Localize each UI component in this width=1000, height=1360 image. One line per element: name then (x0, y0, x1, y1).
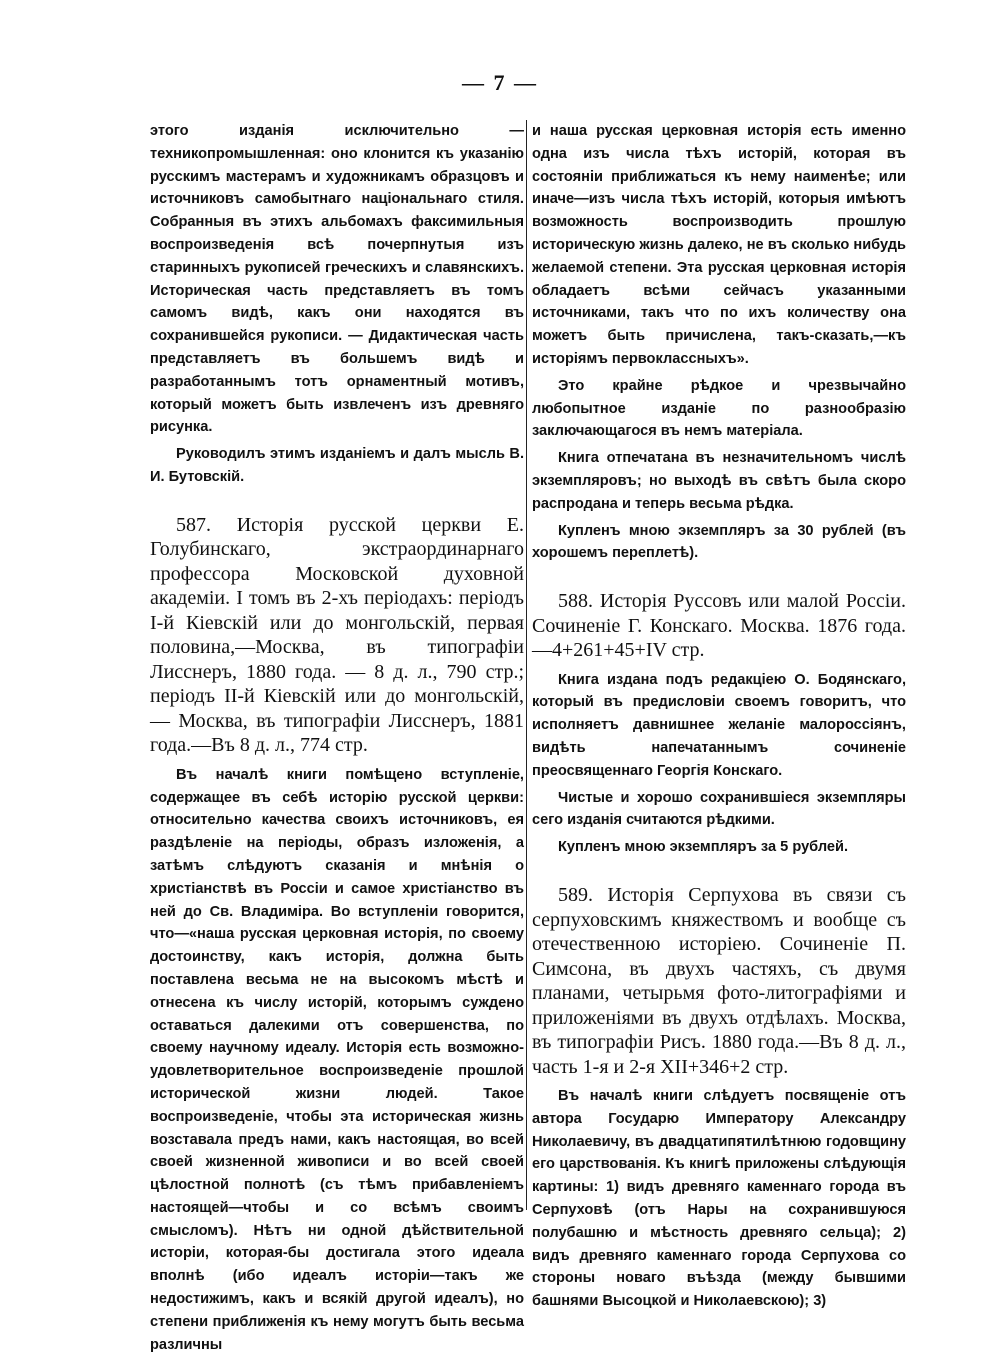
entry-588-description: Книга издана подъ редакціею О. Бодянскаго, который въ предисловіи своемъ говоритъ, что исполняетъ давнишнее желаніе малороссіянъ, видѣть напечатаннымъ сочиненіе преосвященнаго Георгія Конскаго. (532, 671, 906, 779)
entry-588-rarity: Чистые и хорошо сохранившіеся экземпляры сего изданія считаются рѣдкими. (532, 789, 906, 829)
entry-587-heading (150, 513, 524, 758)
entry-587-title: Исторія русской церкви Е. Голубинскаго, экстраординарнаго профессора Московской духовной академіи. I томъ въ 2-хъ періодахъ: періодъ I-й Кіевскій или до монгольскій, первая половина,—Москва, въ типографіи Лисснеръ, 1880 года. — 8 д. л., 790 стр.; періодъ II-й Кіевскій или до монгольскій,— Москва, въ типографіи Лисснеръ, 1881 года.—Въ 8 д. л., 774 стр. (150, 513, 525, 757)
paragraph-print-note: Книга отпечатана въ незначительномъ числѣ экземпляровъ; но выходѣ въ свѣтъ была скоро распродана и теперь весьма рѣдка. (532, 450, 906, 512)
paragraph-quote-continued: и наша русская церковная исторія есть именно одна изъ числа тѣхъ исторій, которая въ состояніи приближаться къ нему наименѣе; или иначе—изъ числа тѣхъ исторій, которыя имѣютъ возможность воспроизводить прошлую историческую жизнь далеко, не въ сколько нибудь желаемой степени. Эта русская церковная исторія обладаетъ всѣми сейчасъ указанными источниками, такъ что по ихъ количеству она можетъ быть причислена, такъ-сказать,—къ исторіямъ первоклассныхъ». (532, 123, 906, 367)
entry-588-title: Исторія Руссовъ или малой Россіи. Сочиненіе Г. Конскаго. Москва. 1876 года.—4+261+45+IV стр. (532, 590, 907, 662)
paragraph-purchase-note: Купленъ мною экземпляръ за 30 рублей (въ хорошемъ переплетѣ). (532, 522, 906, 562)
entry-587-description: Въ началѣ книги помѣщено вступленіе, содержащее въ себѣ исторію русской церкви: относительно качества своихъ источниковъ, ея раздѣленіе на періоды, образъ изложенія, а затѣмъ слѣдуютъ сказанія и мнѣнія о христіанствѣ въ Россіи и самое христіанство въ ней до Св. Владиміра. Во вступленіи говорится, что—«наша русская церковная исторія, по своему достоинству, какъ исторія, должна быть поставлена весьма не на высокомъ мѣстѣ и отнесена къ числу исторій, которымъ суждено оставаться далекими отъ совершенства, по своему научному идеалу. Исторія есть возможно-удовлетворительное воспроизведеніе прошлой исторической жизни людей. Такое воспроизведеніе, чтобы эта историческая жизнь возставала предъ нами, какъ настоящая, во всей своей жизненной живописи и во всей своей цѣлостной полнотѣ (съ тѣмъ прибавленіемъ настоящей—чтобы и со всѣмъ своимъ смысломъ). Нѣтъ ни одной дѣйствительной исторіи, которая-бы достигала этого идеала вполнѣ (ибо идеалъ исторіи—такъ же недостижимъ, какъ и всякій другой идеалъ), но степени приближенія къ нему могутъ быть весьма различны (150, 766, 524, 1353)
entry-588-heading (532, 589, 906, 663)
entry-589-description: Въ началѣ книги слѣдуетъ посвященіе отъ автора Государю Императору Александру Николаевичу, въ двадцатипятилѣтнюю годовщину его царствованія. Къ книгѣ приложены слѣдующія картины: 1) видъ древняго каменнаго города въ Серпуховѣ (отъ Нары на сохранившуюся полубашню и мѣстность древняго сельца); 2) видъ древняго каменнаго города Серпухова со стороны новаго въѣзда (между бывшими башнями Высоцкой и Николаевскою); 3) (532, 1088, 906, 1310)
paragraph-rarity-note: Это крайне рѣдкое и чрезвычайно любопытное изданіе по разнообразію заключающагося въ немъ матеріала. (532, 377, 906, 440)
entry-588-number: 588. (558, 590, 593, 613)
left-column (150, 120, 524, 1360)
entry-589-title: Исторія Серпухова въ связи съ серпуховскимъ княжествомъ и вообще съ отечественною исторіею. Сочиненіе П. Симсона, въ двухъ частяхъ, съ двумя планами, четырьмя фото-литографіями и приложеніями въ двухъ отдѣлахъ. Москва, въ типографіи Рисъ. 1880 года.—Въ 8 д. л., часть 1-я и 2-я XII+346+2 стр. (532, 884, 906, 1078)
paragraph-editor-note: Руководилъ этимъ изданіемъ и далъ мысль В. И. Бутовскій. (150, 446, 524, 485)
paragraph-continued: этого изданія исключительно —техникопромышленная: оно клонится къ указанію русскимъ мастерамъ и художникамъ образцовъ и источниковъ самобытнаго національнаго стиля. Собранныя въ этихъ альбомахъ факсимильныя воспроизведенія всѣ почерпнутыя изъ старинныхъ рукописей греческихъ и славянскихъ. Историческая часть представляетъ въ томъ самомъ видѣ, какъ они находятся въ сохранившейся рукописи. — Дидактическая часть представляетъ въ большемъ видѣ и разработаннымъ тотъ орнаментный мотивъ, который можетъ быть извлеченъ изъ древняго рисунка. (150, 123, 524, 436)
right-column (532, 120, 906, 1317)
entry-589-heading (532, 883, 906, 1079)
entry-587-number: 587. (176, 513, 211, 536)
page-number: — 7 — (462, 70, 538, 95)
entry-588-purchase: Купленъ мною экземпляръ за 5 рублей. (558, 839, 849, 856)
column-divider (526, 120, 527, 1210)
entry-589-number: 589. (558, 884, 593, 907)
